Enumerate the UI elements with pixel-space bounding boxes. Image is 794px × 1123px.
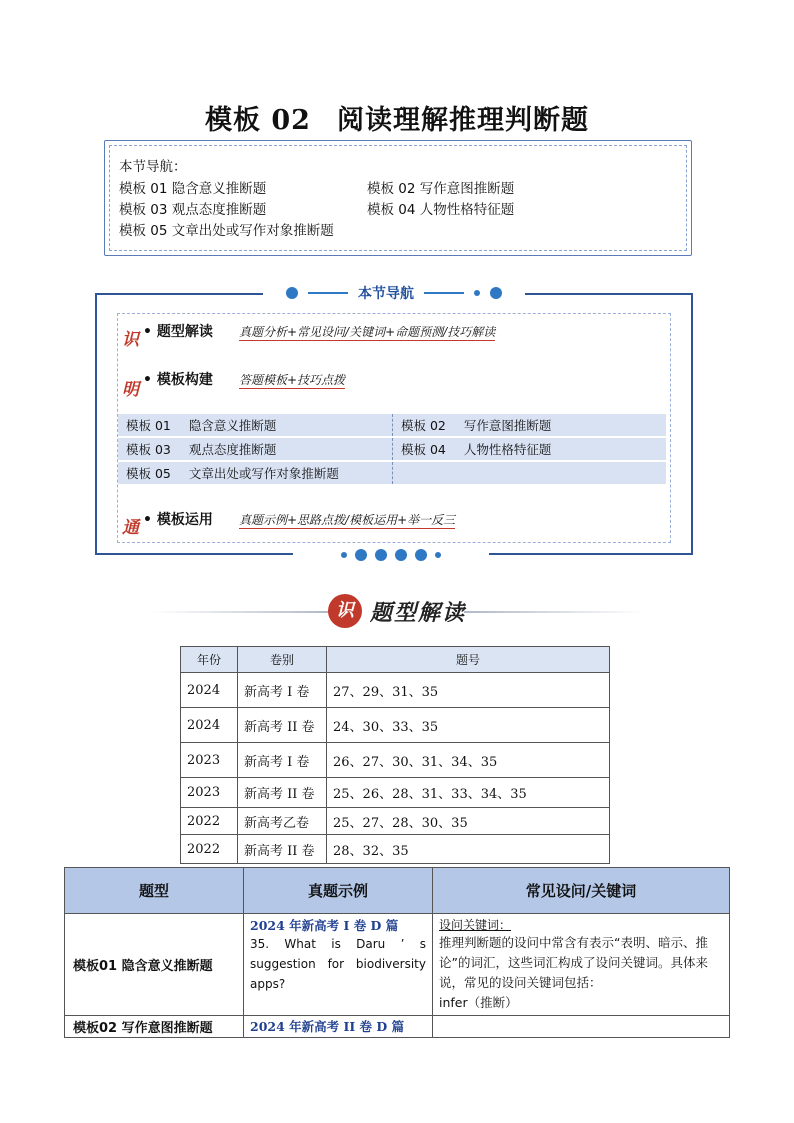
example-question: 35. What is Daru ’ s suggestion for biodiversity apps? — [250, 937, 426, 991]
dash-decoration — [424, 292, 464, 294]
banner-left-line — [150, 611, 330, 613]
red-char-icon: 通 — [122, 518, 139, 538]
grid-label: 隐含意义推断题 — [188, 418, 277, 433]
cell-questions: 24、30、33、35 — [327, 708, 610, 743]
cell-year: 2023 — [181, 743, 238, 778]
banner-title: 题型解读 — [370, 600, 467, 626]
grid-label: 人物性格特征题 — [463, 442, 552, 457]
frame-bottom-dots — [293, 548, 489, 562]
dash-decoration — [308, 292, 348, 294]
cell-paper: 新高考 I 卷 — [238, 673, 327, 708]
small-dot-icon — [435, 552, 441, 558]
table-row — [181, 808, 610, 835]
page-title — [0, 98, 794, 137]
nav-item-03[interactable]: 模板 03 观点态度推断题 — [119, 202, 267, 218]
cell-questions: 26、27、30、31、34、35 — [327, 743, 610, 778]
keywords-item: infer（推断） — [439, 995, 518, 1010]
nav-summary-box — [104, 140, 692, 256]
cell-questions: 25、27、28、30、35 — [327, 808, 610, 835]
red-char-icon: 明 — [122, 380, 139, 400]
dot-icon — [490, 287, 502, 299]
cell-paper: 新高考 II 卷 — [238, 708, 327, 743]
nav-item-02[interactable]: 模板 02 写作意图推断题 — [367, 181, 515, 197]
grid-cell-empty — [393, 461, 667, 485]
grid-label: 文章出处或写作对象推断题 — [188, 466, 339, 481]
dot-icon — [375, 549, 387, 561]
cell-keywords-continued — [433, 1016, 730, 1038]
small-dot-icon — [474, 290, 480, 296]
example-source: 2024 年新高考 II 卷 D 篇 — [250, 1019, 405, 1034]
nav-item-04[interactable]: 模板 04 人物性格特征题 — [367, 202, 515, 218]
dot-icon — [355, 549, 367, 561]
header-example: 真题示例 — [244, 868, 433, 914]
dot-icon — [415, 549, 427, 561]
cell-questions: 27、29、31、35 — [327, 673, 610, 708]
frame-left-border — [95, 293, 97, 555]
header-keywords: 常见设问/关键词 — [433, 868, 730, 914]
header-year: 年份 — [181, 647, 238, 673]
nav-item-01[interactable]: 模板 01 隐含意义推断题 — [119, 181, 267, 197]
row-label-template-build: • 模板构建 — [143, 372, 213, 388]
grid-cell[interactable] — [393, 414, 667, 437]
banner-right-line — [464, 611, 644, 613]
exam-years-table — [180, 646, 610, 864]
grid-code: 模板 04 — [401, 442, 446, 457]
cell-paper: 新高考 II 卷 — [238, 835, 327, 864]
table-row — [181, 835, 610, 864]
cell-keywords — [433, 914, 730, 1016]
grid-label: 写作意图推断题 — [463, 418, 552, 433]
question-types-table — [64, 867, 730, 1038]
cell-example — [244, 914, 433, 1016]
table-header-row — [65, 868, 730, 914]
frame-section-title: 本节导航 — [358, 286, 414, 302]
table-row — [181, 743, 610, 778]
row-desc-type-reading: 真题分析+常见设问/关键词+命题预测/技巧解读 — [239, 325, 496, 339]
nav-heading: 本节导航： — [119, 159, 187, 175]
table-row — [181, 778, 610, 808]
section-banner — [150, 592, 644, 632]
cell-year: 2022 — [181, 835, 238, 864]
cell-paper: 新高考 I 卷 — [238, 743, 327, 778]
table-header-row — [181, 647, 610, 673]
table-row — [181, 708, 610, 743]
dot-icon — [286, 287, 298, 299]
keywords-body: 推理判断题的设问中常含有表示“表明、暗示、推论”的词汇，这些词汇构成了设问关键词。具体来说，常见的设问关键词包括： — [439, 935, 708, 990]
grid-cell[interactable] — [118, 414, 393, 437]
cell-type: 模板02 写作意图推断题 — [65, 1016, 244, 1038]
grid-cell[interactable] — [393, 437, 667, 461]
row-label-template-use: • 模板运用 — [143, 512, 213, 528]
cell-questions: 28、32、35 — [327, 835, 610, 864]
banner-icon: 识 — [328, 594, 362, 628]
cell-year: 2024 — [181, 673, 238, 708]
frame-title-bar — [263, 286, 525, 300]
cell-year: 2023 — [181, 778, 238, 808]
cell-paper: 新高考乙卷 — [238, 808, 327, 835]
cell-questions: 25、26、28、31、33、34、35 — [327, 778, 610, 808]
table-row — [181, 673, 610, 708]
grid-code: 模板 01 — [126, 418, 171, 433]
row-desc-template-use: 真题示例+思路点拨/模板运用+举一反三 — [239, 513, 456, 527]
nav-item-05[interactable]: 模板 05 文章出处或写作对象推断题 — [119, 223, 334, 239]
cell-example — [244, 1016, 433, 1038]
header-type: 题型 — [65, 868, 244, 914]
small-dot-icon — [341, 552, 347, 558]
keywords-heading: 设问关键词： — [439, 918, 512, 932]
table-row — [65, 914, 730, 1016]
cell-year: 2024 — [181, 708, 238, 743]
grid-cell[interactable] — [118, 437, 393, 461]
grid-label: 观点态度推断题 — [188, 442, 277, 457]
cell-year: 2022 — [181, 808, 238, 835]
cell-type: 模板01 隐含意义推断题 — [65, 914, 244, 1016]
red-char-icon: 识 — [122, 330, 139, 350]
row-desc-template-build: 答题模板+技巧点拨 — [239, 373, 346, 387]
grid-code: 模板 02 — [401, 418, 446, 433]
cell-paper: 新高考 II 卷 — [238, 778, 327, 808]
grid-code: 模板 03 — [126, 442, 171, 457]
frame-right-border — [691, 293, 693, 555]
header-paper: 卷别 — [238, 647, 327, 673]
dot-icon — [395, 549, 407, 561]
grid-code: 模板 05 — [126, 466, 171, 481]
header-questions: 题号 — [327, 647, 610, 673]
example-source: 2024 年新高考 I 卷 D 篇 — [250, 918, 399, 933]
grid-cell[interactable] — [118, 461, 393, 485]
template-grid — [118, 414, 666, 486]
title-text: 阅读理解推理判断题 — [336, 105, 589, 136]
table-row — [65, 1016, 730, 1038]
row-label-type-reading: • 题型解读 — [143, 324, 213, 340]
template-number: 模板 02 — [205, 105, 311, 136]
